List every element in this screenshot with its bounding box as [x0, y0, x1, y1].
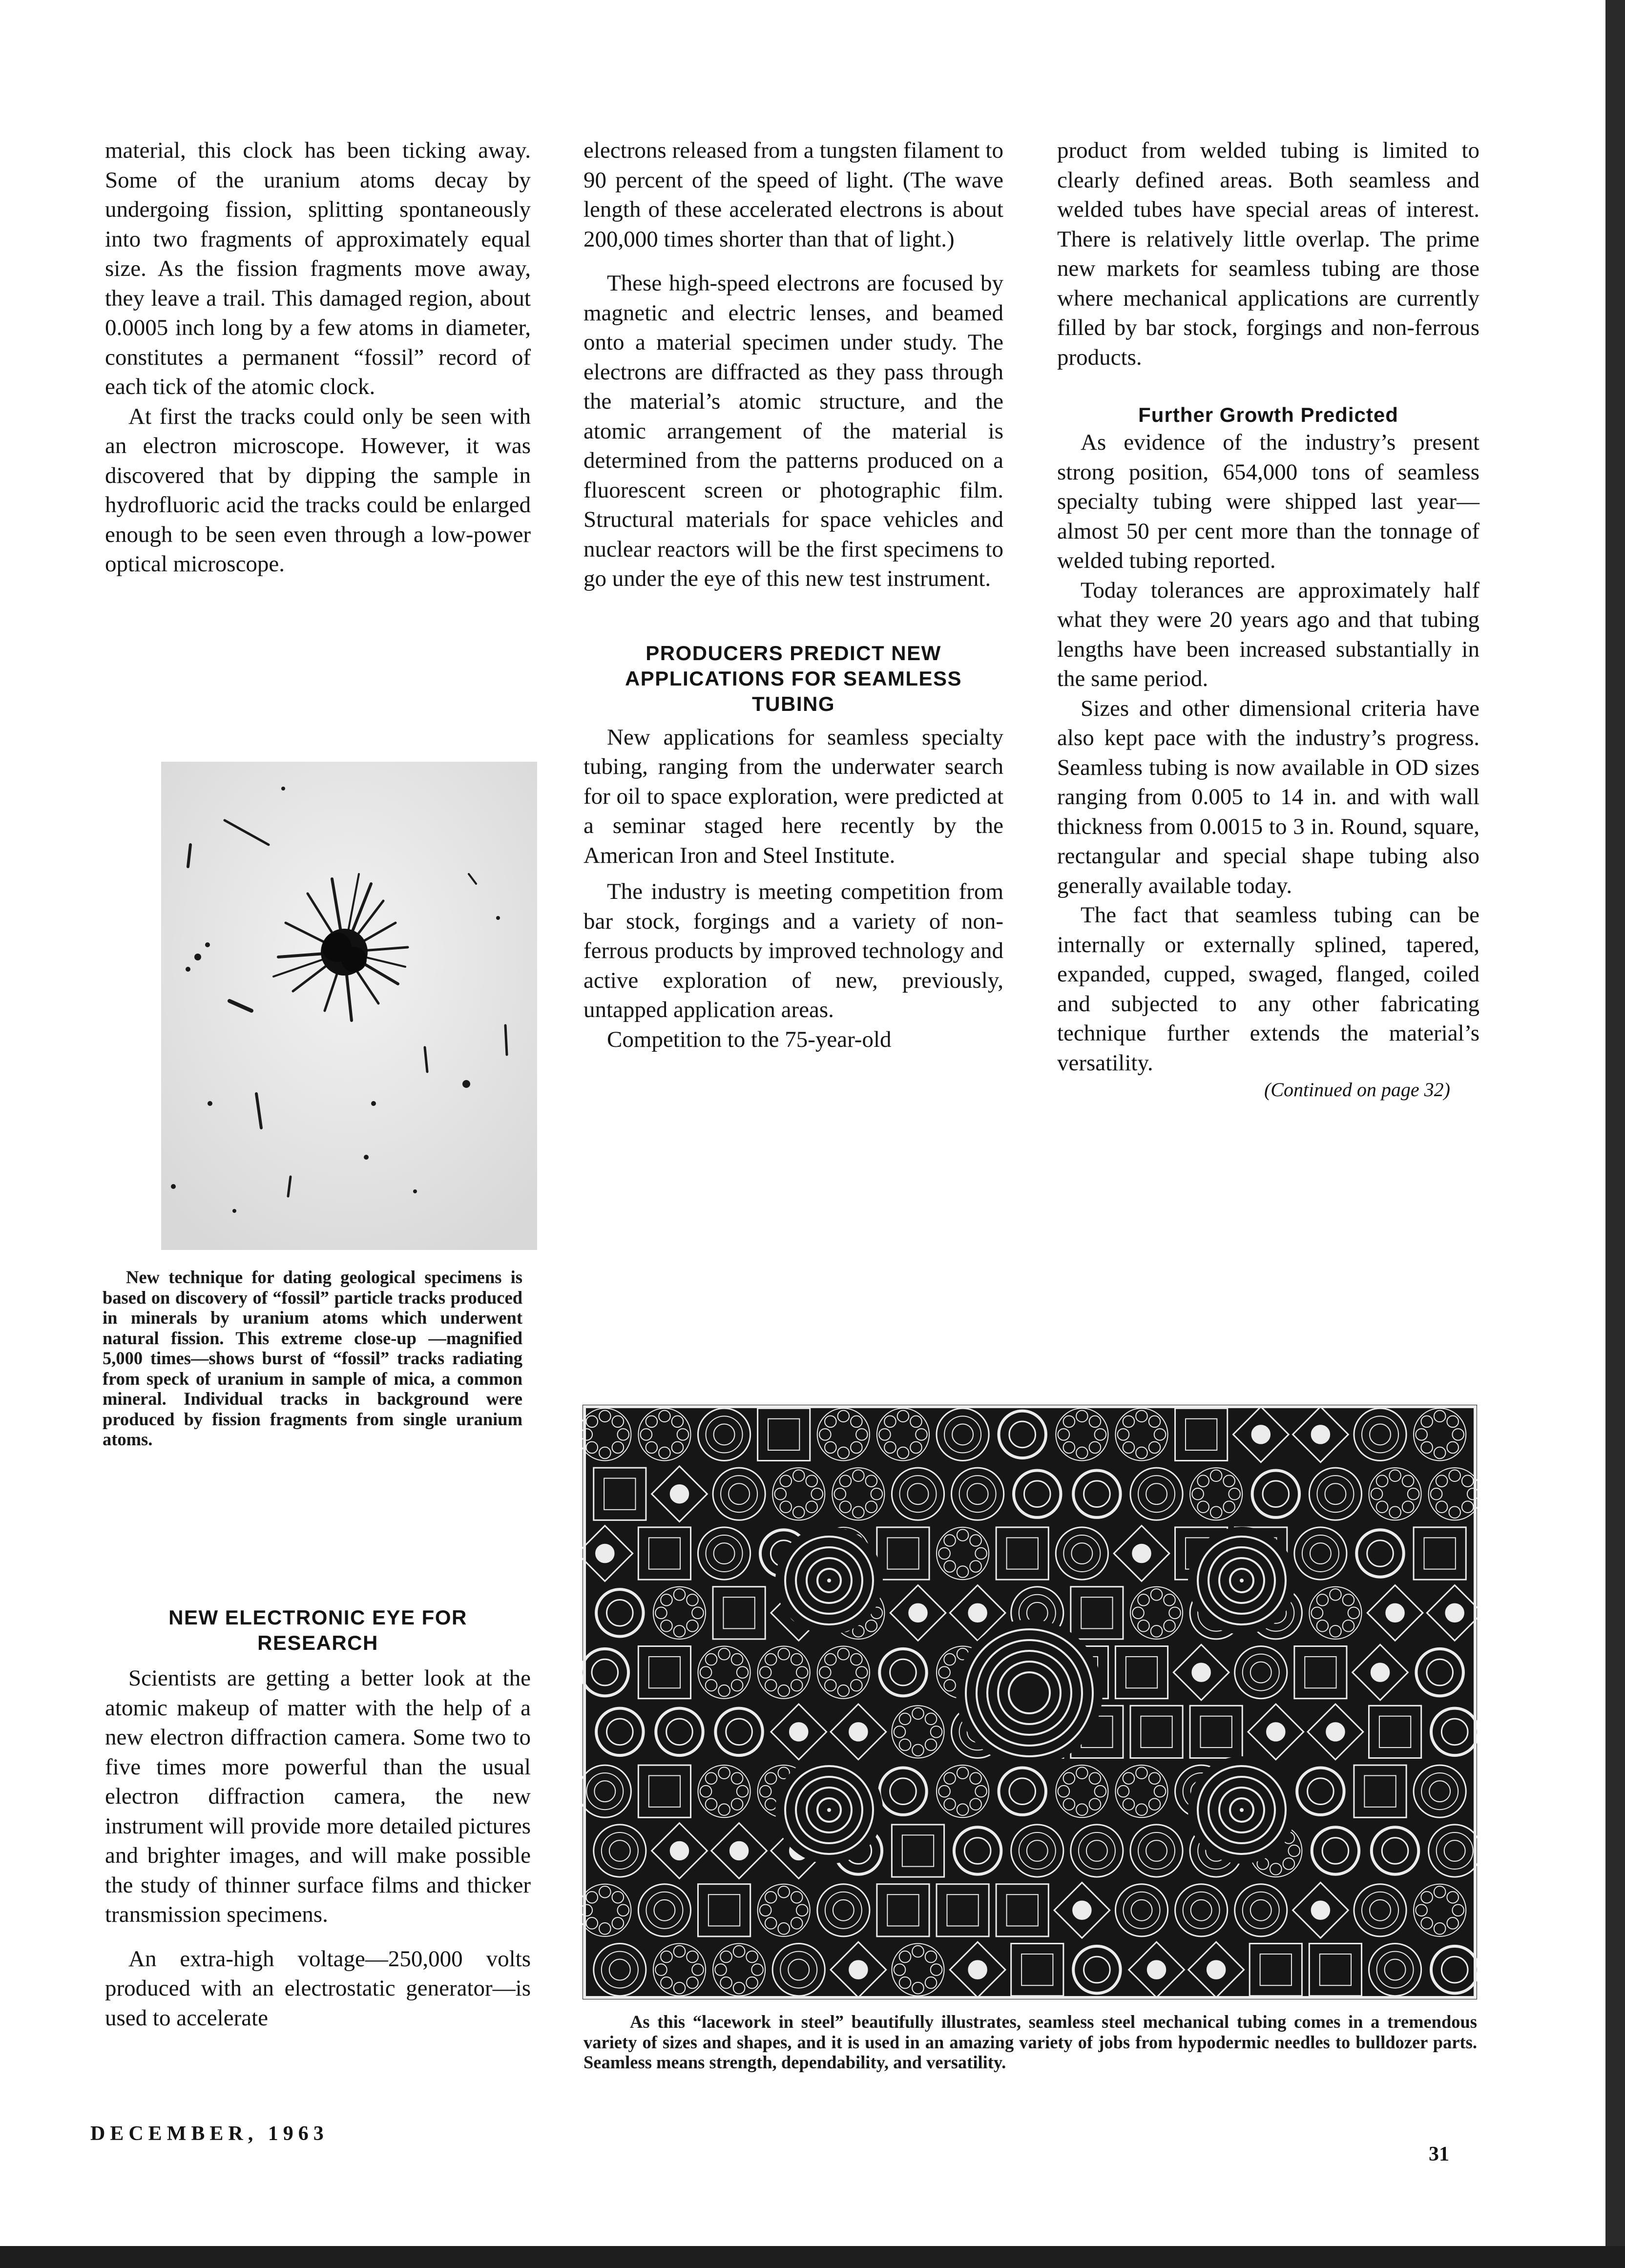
- fission-tracks-photo: [161, 762, 537, 1250]
- lacework-steel-photo: [583, 1405, 1477, 1999]
- col3-paragraph-4: Sizes and other dimensional criteria have also kept pace with the industry’s progress. Seamless tubing is now available in OD sizes ranging from 0.005 to 14 in. and with wall thickness from 0.0015 to 3 in. Round, square, rectangular and special shape tubing also generally available today.: [1057, 695, 1479, 898]
- section-heading-seamless-tubing: PRODUCERS PREDICT NEW APPLICATIONS FOR SEAMLESS TUBING: [625, 641, 962, 715]
- col3-paragraph-2: As evidence of the industry’s present strong position, 654,000 tons of seamless specialty tubing were shipped last year—almost 50 per cent more than the tonnage of welded tubing reported.: [1057, 430, 1479, 573]
- col1-paragraph-4: An extra-high voltage—250,000 volts produced with an electrostatic generator—is used to accelerate: [105, 1946, 531, 2031]
- section-heading-electronic-eye: NEW ELECTRONIC EYE FOR RESEARCH: [168, 1606, 467, 1654]
- col3-paragraph-3: Today tolerances are approximately half what they were 20 years ago and that tubing lengths have been increased substantially in the same period.: [1057, 577, 1479, 691]
- column-1: [105, 136, 531, 579]
- subheading-further-growth: Further Growth Predicted: [1138, 403, 1398, 426]
- lacework-tubing-illustration: [583, 1405, 1477, 1999]
- col1-paragraph-2: At first the tracks could only be seen with an electron microscope. However, it was discovered that by dipping the sample in hydrofluoric acid the tracks could be enlarged enough to be seen even through a low-power optical microscope.: [105, 403, 531, 577]
- col2-paragraph-2: These high-speed electrons are focused by magnetic and electric lenses, and beamed onto a material specimen under study. The electrons are diffracted as they pass through the material’s atomic structure, and the atomic arrangement of the material is determined from the patterns produced on a fluorescent screen or photographic film. Structural materials for space vehicles and nuclear reactors will be the first specimens to go under the eye of this new test instrument.: [583, 270, 1003, 591]
- scan-bottom-band: [0, 2246, 1625, 2268]
- col1-paragraph-3: Scientists are getting a better look at the atomic makeup of matter with the help of a new electron diffraction camera. Some two to five times more powerful than the usual electron diffraction camera, the new instrument will provide more detailed pictures and brighter images, and will make possible the study of thinner surface films and thicker transmission specimens.: [105, 1665, 531, 1927]
- lacework-photo-caption: As this “lacework in steel” beautifully illustrates, seamless steel mechanical tubing comes in a tremendous variety of sizes and shapes, and it is used in an amazing variety of jobs from hypodermic needles to bulldozer parts. Seamless means strength, dependability, and versatility.: [583, 2012, 1477, 2072]
- column-2: [583, 136, 1003, 1054]
- continued-on-page-note: (Continued on page 32): [1264, 1079, 1450, 1101]
- col2-paragraph-5: Competition to the 75-year-old: [607, 1026, 892, 1052]
- page-number: 31: [1429, 2143, 1449, 2165]
- fission-photo-caption: New technique for dating geological specimens is based on discovery of “fossil” particle tracks produced in minerals by uranium atoms which underwent natural fission. This extreme close-up —magnified 5,000 times—shows burst of “fossil” tracks radiating from speck of uranium in sample of mica, a common mineral. Individual tracks in background were produced by fission fragments from single uranium atoms.: [103, 1267, 522, 1449]
- column-1-lower: [105, 1605, 531, 2033]
- col2-paragraph-4: The industry is meeting competition from bar stock, forgings and a variety of non-ferrous products by improved technology and active exploration of new, previously, untapped application areas.: [583, 879, 1003, 1022]
- lacework-caption-block: [583, 2012, 1477, 2073]
- fission-photo-caption-block: [103, 1267, 522, 1450]
- col3-paragraph-1: product from welded tubing is limited to clearly defined areas. Both seamless and welded tubes have special areas of interest. There is relatively little overlap. The prime new markets for seamless tubing are those where mechanical applications are currently filled by bar stock, forgings and non-ferrous products.: [1057, 138, 1479, 370]
- col2-paragraph-3: New applications for seamless specialty tubing, ranging from the underwater search for oil to space exploration, were predicted at a seminar staged here recently by the American Iron and Steel Institute.: [583, 724, 1003, 868]
- scan-right-edge: [1605, 0, 1625, 2246]
- col3-paragraph-5: The fact that seamless tubing can be internally or externally splined, tapered, expanded, cupped, swaged, flanged, coiled and subjected to any other fabricating technique further extends the material’s versatility.: [1057, 902, 1479, 1076]
- col2-paragraph-1: electrons released from a tungsten filament to 90 percent of the speed of light. (The wave length of these accelerated electrons is about 200,000 times shorter than that of light.): [583, 138, 1003, 252]
- column-3: [1057, 136, 1479, 1102]
- col1-paragraph-1: material, this clock has been ticking away. Some of the uranium atoms decay by undergoing fission, splitting spontaneously into two fragments of approximately equal size. As the fission fragments move away, they leave a trail. This damaged region, about 0.0005 inch long by a few atoms in diameter, constitutes a permanent “fossil” record of each tick of the atomic clock.: [105, 138, 531, 399]
- issue-date: DECEMBER, 1963: [90, 2122, 329, 2145]
- fission-tracks-illustration: [161, 762, 537, 1250]
